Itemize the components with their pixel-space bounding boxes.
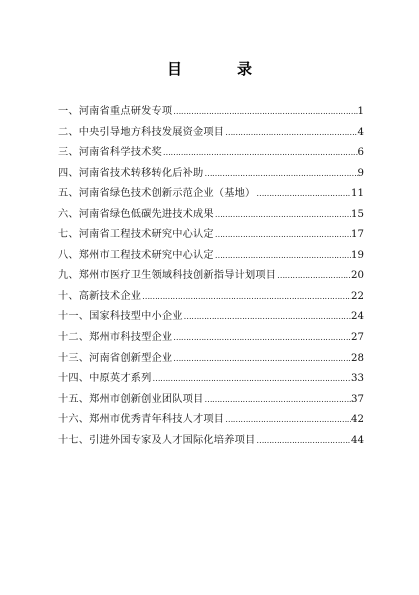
toc-entry-label: 五、河南省绿色技术创新示范企业（基地） (58, 188, 256, 200)
toc-entry-label: 十一、国家科技型中小企业 (58, 311, 183, 323)
toc-entry (58, 349, 364, 370)
toc-entry-label: 六、河南省绿色低碳先进技术成果 (58, 208, 214, 220)
toc-entry-label: 十七、引进外国专家及人才国际化培养项目 (58, 434, 256, 446)
toc-dot-leader (141, 292, 351, 301)
toc-dot-leader (162, 148, 358, 157)
toc-entry-page: 4 (357, 126, 364, 138)
toc-entry-page: 37 (351, 393, 364, 405)
toc-entry-page: 27 (351, 332, 364, 344)
toc-dot-leader (172, 333, 351, 342)
toc-entry-label: 二、中央引导地方科技发展资金项目 (58, 126, 225, 138)
toc-entry (58, 143, 364, 164)
toc-entry-page: 24 (351, 311, 364, 323)
toc-entry-label: 一、河南省重点研发专项 (58, 106, 173, 117)
toc-entry-page: 28 (351, 352, 364, 364)
toc-dot-leader (255, 189, 351, 198)
toc-entry-page: 20 (351, 270, 364, 282)
toc-title: 目 录 (166, 60, 272, 78)
toc-dot-leader (152, 374, 352, 383)
toc-entry (58, 328, 364, 349)
toc-dot-leader (172, 354, 351, 363)
toc-entry-label: 四、河南省技术转移转化后补助 (58, 167, 204, 179)
toc-entry (58, 123, 364, 144)
toc-dot-leader (203, 395, 351, 404)
toc-entry (58, 184, 364, 205)
toc-entry-label: 十五、郑州市创新创业团队项目 (58, 393, 204, 405)
toc-entry (58, 266, 364, 287)
toc-entry (58, 102, 364, 123)
toc-entry (58, 410, 364, 431)
toc-dot-leader (214, 210, 351, 219)
toc-dot-leader (172, 107, 357, 116)
toc-entry-page: 44 (351, 434, 364, 446)
toc-entry (58, 225, 364, 246)
toc-entry (58, 246, 364, 267)
toc-entry-page: 1 (357, 106, 364, 117)
toc-entry-label: 十六、郑州市优秀青年科技人才项目 (58, 414, 225, 426)
toc-entry-page: 33 (351, 373, 364, 385)
toc-dot-leader (276, 271, 351, 280)
toc-dot-leader (224, 415, 351, 424)
toc-entry (58, 431, 364, 452)
toc-dot-leader (214, 251, 351, 260)
toc-entry (58, 307, 364, 328)
toc-entry-label: 三、河南省科学技术奖 (58, 147, 162, 159)
toc-entry-page: 42 (351, 414, 364, 426)
toc-dot-leader (203, 169, 357, 178)
toc-entry-label: 十四、中原英才系列 (58, 373, 152, 385)
toc-dot-leader (255, 436, 351, 445)
toc-entry (58, 287, 364, 308)
toc-entry-label: 八、郑州市工程技术研究中心认定 (58, 249, 214, 261)
toc-entry (58, 390, 364, 411)
toc-entry-page: 11 (351, 188, 364, 200)
toc-entry-page: 19 (351, 249, 364, 261)
toc-entry-page: 22 (351, 290, 364, 302)
toc-entry-label: 十三、河南省创新型企业 (58, 352, 173, 364)
toc-entry (58, 164, 364, 185)
toc-entry-page: 9 (357, 167, 364, 179)
toc-entry-label: 十、高新技术企业 (58, 290, 142, 302)
toc-list (58, 102, 364, 451)
toc-dot-leader (214, 230, 351, 239)
toc-entry-label: 九、郑州市医疗卫生领域科技创新指导计划项目 (58, 270, 277, 282)
toc-entry (58, 205, 364, 226)
toc-entry-page: 15 (351, 208, 364, 220)
toc-dot-leader (183, 312, 351, 321)
toc-entry-label: 十二、郑州市科技型企业 (58, 332, 173, 344)
toc-entry-page: 17 (351, 229, 364, 241)
toc-dot-leader (224, 128, 357, 137)
toc-entry (58, 369, 364, 390)
toc-entry-label: 七、河南省工程技术研究中心认定 (58, 229, 214, 241)
toc-entry-page: 6 (357, 147, 364, 159)
